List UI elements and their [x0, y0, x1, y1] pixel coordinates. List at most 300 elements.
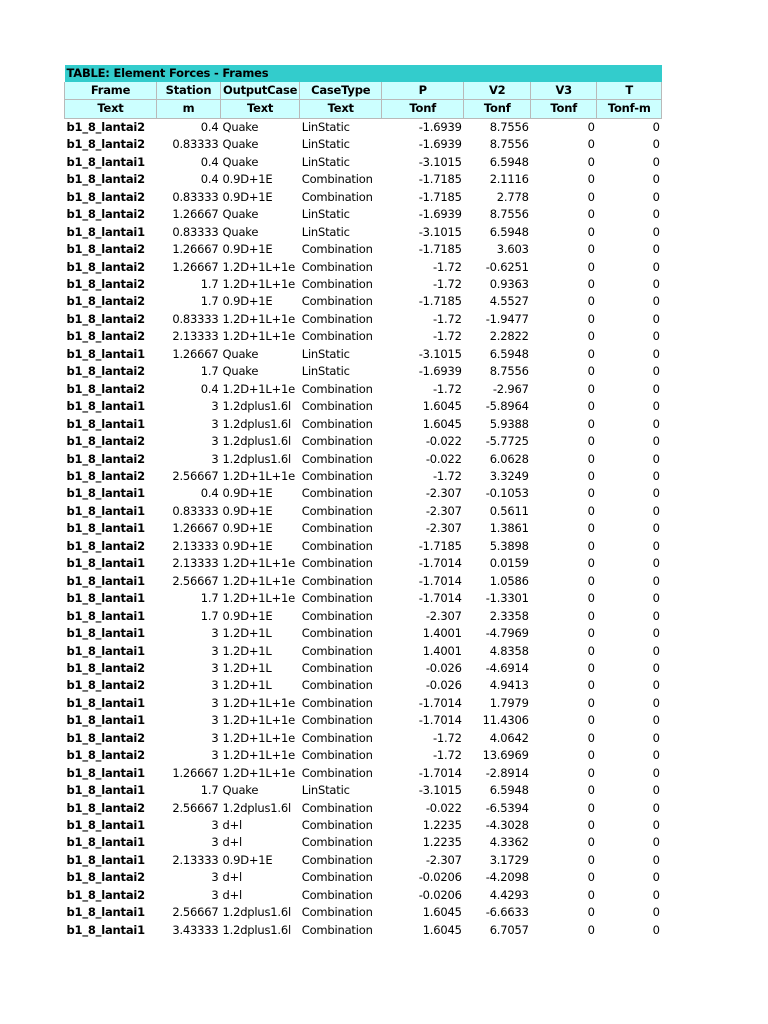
cell-outputcase[interactable]: Quake: [222, 119, 259, 134]
cell-p[interactable]: 1.6045: [422, 416, 462, 431]
cell-t[interactable]: 0: [652, 626, 660, 641]
cell-casetype[interactable]: LinStatic: [301, 346, 350, 361]
cell-v2[interactable]: 5.3898: [489, 538, 529, 553]
cell-frame[interactable]: b1_8_lantai2: [66, 451, 145, 466]
cell-v3[interactable]: 0: [587, 591, 595, 606]
cell-p[interactable]: -1.7185: [418, 294, 462, 309]
cell-outputcase[interactable]: 1.2D+1L+1e: [222, 259, 296, 274]
cell-frame[interactable]: b1_8_lantai1: [66, 783, 145, 798]
cell-v2[interactable]: 2.778: [496, 189, 529, 204]
cell-outputcase[interactable]: 1.2D+1L+1e: [222, 695, 296, 710]
cell-station[interactable]: 0.4: [200, 381, 219, 396]
cell-v3[interactable]: 0: [587, 521, 595, 536]
cell-frame[interactable]: b1_8_lantai2: [66, 468, 145, 483]
header-station[interactable]: Station: [157, 82, 221, 100]
cell-v3[interactable]: 0: [587, 242, 595, 257]
cell-casetype[interactable]: LinStatic: [301, 154, 350, 169]
cell-v3[interactable]: 0: [587, 748, 595, 763]
cell-t[interactable]: 0: [652, 887, 660, 902]
cell-v2[interactable]: -1.3301: [485, 591, 529, 606]
cell-t[interactable]: 0: [652, 678, 660, 693]
cell-casetype[interactable]: Combination: [301, 870, 373, 885]
cell-p[interactable]: -1.7185: [418, 538, 462, 553]
cell-casetype[interactable]: Combination: [301, 730, 373, 745]
cell-outputcase[interactable]: 1.2D+1L+1e: [222, 329, 296, 344]
cell-v2[interactable]: 6.5948: [489, 783, 529, 798]
cell-casetype[interactable]: LinStatic: [301, 364, 350, 379]
cell-frame[interactable]: b1_8_lantai2: [66, 887, 145, 902]
cell-outputcase[interactable]: 1.2D+1L+1e: [222, 276, 296, 291]
cell-v3[interactable]: 0: [587, 364, 595, 379]
cell-outputcase[interactable]: 0.9D+1E: [222, 294, 273, 309]
cell-t[interactable]: 0: [652, 591, 660, 606]
cell-outputcase[interactable]: Quake: [222, 783, 259, 798]
cell-frame[interactable]: b1_8_lantai2: [66, 434, 145, 449]
cell-v3[interactable]: 0: [587, 695, 595, 710]
cell-v3[interactable]: 0: [587, 294, 595, 309]
cell-v2[interactable]: -2.967: [492, 381, 529, 396]
cell-frame[interactable]: b1_8_lantai1: [66, 765, 145, 780]
cell-v3[interactable]: 0: [587, 573, 595, 588]
cell-v2[interactable]: 6.0628: [489, 451, 529, 466]
cell-casetype[interactable]: Combination: [301, 905, 373, 920]
cell-v3[interactable]: 0: [587, 381, 595, 396]
cell-station[interactable]: 2.13333: [172, 556, 219, 571]
cell-casetype[interactable]: Combination: [301, 311, 373, 326]
cell-v3[interactable]: 0: [587, 207, 595, 222]
cell-p[interactable]: 1.6045: [422, 399, 462, 414]
cell-v2[interactable]: -6.6633: [485, 905, 529, 920]
cell-t[interactable]: 0: [652, 154, 660, 169]
cell-frame[interactable]: b1_8_lantai1: [66, 591, 145, 606]
cell-station[interactable]: 3: [211, 660, 219, 675]
cell-station[interactable]: 0.83333: [172, 311, 219, 326]
cell-p[interactable]: -2.307: [425, 503, 462, 518]
cell-v2[interactable]: 6.5948: [489, 224, 529, 239]
cell-casetype[interactable]: Combination: [301, 276, 373, 291]
cell-casetype[interactable]: Combination: [301, 678, 373, 693]
cell-station[interactable]: 2.56667: [172, 800, 219, 815]
cell-t[interactable]: 0: [652, 451, 660, 466]
cell-t[interactable]: 0: [652, 242, 660, 257]
cell-casetype[interactable]: Combination: [301, 695, 373, 710]
cell-outputcase[interactable]: Quake: [222, 207, 259, 222]
cell-outputcase[interactable]: 1.2D+1L: [222, 660, 272, 675]
unit-v3[interactable]: Tonf: [531, 100, 597, 118]
cell-t[interactable]: 0: [652, 207, 660, 222]
cell-station[interactable]: 0.4: [200, 154, 219, 169]
cell-outputcase[interactable]: 1.2D+1L: [222, 678, 272, 693]
cell-t[interactable]: 0: [652, 800, 660, 815]
cell-station[interactable]: 0.4: [200, 172, 219, 187]
cell-v2[interactable]: 8.7556: [489, 119, 529, 134]
cell-frame[interactable]: b1_8_lantai1: [66, 346, 145, 361]
cell-outputcase[interactable]: 0.9D+1E: [222, 503, 273, 518]
cell-p[interactable]: -0.026: [425, 678, 462, 693]
cell-frame[interactable]: b1_8_lantai1: [66, 852, 145, 867]
cell-v2[interactable]: -4.3028: [485, 818, 529, 833]
cell-p[interactable]: -3.1015: [418, 224, 462, 239]
cell-station[interactable]: 2.56667: [172, 905, 219, 920]
cell-frame[interactable]: b1_8_lantai2: [66, 364, 145, 379]
cell-v2[interactable]: 8.7556: [489, 137, 529, 152]
cell-station[interactable]: 3: [211, 818, 219, 833]
cell-casetype[interactable]: Combination: [301, 556, 373, 571]
cell-casetype[interactable]: LinStatic: [301, 137, 350, 152]
cell-outputcase[interactable]: 1.2D+1L+1e: [222, 468, 296, 483]
cell-v2[interactable]: 2.2822: [489, 329, 529, 344]
cell-p[interactable]: -0.022: [425, 451, 462, 466]
cell-frame[interactable]: b1_8_lantai2: [66, 660, 145, 675]
header-casetype[interactable]: CaseType: [300, 82, 382, 100]
cell-frame[interactable]: b1_8_lantai2: [66, 294, 145, 309]
cell-frame[interactable]: b1_8_lantai2: [66, 678, 145, 693]
cell-outputcase[interactable]: 1.2dplus1.6l: [222, 922, 291, 937]
cell-casetype[interactable]: Combination: [301, 852, 373, 867]
cell-v2[interactable]: 4.9413: [489, 678, 529, 693]
cell-p[interactable]: -1.7014: [418, 765, 462, 780]
cell-casetype[interactable]: Combination: [301, 713, 373, 728]
cell-frame[interactable]: b1_8_lantai1: [66, 695, 145, 710]
cell-v2[interactable]: 6.7057: [489, 922, 529, 937]
cell-t[interactable]: 0: [652, 468, 660, 483]
cell-p[interactable]: -0.0206: [418, 870, 462, 885]
cell-t[interactable]: 0: [652, 608, 660, 623]
cell-outputcase[interactable]: 1.2D+1L+1e: [222, 713, 296, 728]
cell-t[interactable]: 0: [652, 311, 660, 326]
cell-outputcase[interactable]: 1.2D+1L+1e: [222, 765, 296, 780]
cell-v3[interactable]: 0: [587, 730, 595, 745]
cell-v2[interactable]: 0.5611: [489, 503, 529, 518]
cell-frame[interactable]: b1_8_lantai2: [66, 730, 145, 745]
cell-outputcase[interactable]: Quake: [222, 154, 259, 169]
cell-station[interactable]: 1.7: [200, 591, 219, 606]
cell-t[interactable]: 0: [652, 346, 660, 361]
cell-v2[interactable]: -2.8914: [485, 765, 529, 780]
header-v2[interactable]: V2: [464, 82, 531, 100]
cell-frame[interactable]: b1_8_lantai1: [66, 154, 145, 169]
cell-p[interactable]: -1.7185: [418, 242, 462, 257]
cell-casetype[interactable]: Combination: [301, 329, 373, 344]
cell-p[interactable]: -1.72: [432, 381, 462, 396]
cell-outputcase[interactable]: d+l: [222, 835, 243, 850]
cell-v3[interactable]: 0: [587, 468, 595, 483]
cell-station[interactable]: 3: [211, 887, 219, 902]
cell-casetype[interactable]: Combination: [301, 486, 373, 501]
header-outputcase[interactable]: OutputCase: [221, 82, 300, 100]
cell-t[interactable]: 0: [652, 573, 660, 588]
cell-casetype[interactable]: Combination: [301, 748, 373, 763]
cell-v2[interactable]: -4.7969: [485, 626, 529, 641]
cell-t[interactable]: 0: [652, 870, 660, 885]
cell-casetype[interactable]: Combination: [301, 887, 373, 902]
cell-v2[interactable]: 8.7556: [489, 364, 529, 379]
cell-v3[interactable]: 0: [587, 311, 595, 326]
cell-v3[interactable]: 0: [587, 765, 595, 780]
cell-t[interactable]: 0: [652, 660, 660, 675]
cell-outputcase[interactable]: 1.2D+1L+1e: [222, 311, 296, 326]
cell-v3[interactable]: 0: [587, 643, 595, 658]
cell-station[interactable]: 1.7: [200, 783, 219, 798]
cell-t[interactable]: 0: [652, 276, 660, 291]
cell-station[interactable]: 3: [211, 713, 219, 728]
cell-t[interactable]: 0: [652, 329, 660, 344]
cell-p[interactable]: -1.72: [432, 276, 462, 291]
cell-frame[interactable]: b1_8_lantai2: [66, 538, 145, 553]
cell-station[interactable]: 1.26667: [172, 346, 219, 361]
cell-v3[interactable]: 0: [587, 486, 595, 501]
cell-casetype[interactable]: Combination: [301, 660, 373, 675]
cell-v3[interactable]: 0: [587, 416, 595, 431]
cell-casetype[interactable]: Combination: [301, 172, 373, 187]
cell-casetype[interactable]: Combination: [301, 922, 373, 937]
cell-p[interactable]: -2.307: [425, 852, 462, 867]
cell-v3[interactable]: 0: [587, 451, 595, 466]
cell-station[interactable]: 0.83333: [172, 189, 219, 204]
cell-v2[interactable]: -1.9477: [485, 311, 529, 326]
cell-frame[interactable]: b1_8_lantai2: [66, 311, 145, 326]
cell-casetype[interactable]: Combination: [301, 608, 373, 623]
cell-p[interactable]: -1.6939: [418, 364, 462, 379]
cell-frame[interactable]: b1_8_lantai1: [66, 818, 145, 833]
cell-t[interactable]: 0: [652, 748, 660, 763]
cell-frame[interactable]: b1_8_lantai2: [66, 748, 145, 763]
cell-t[interactable]: 0: [652, 486, 660, 501]
cell-v2[interactable]: -6.5394: [485, 800, 529, 815]
cell-frame[interactable]: b1_8_lantai1: [66, 643, 145, 658]
cell-frame[interactable]: b1_8_lantai1: [66, 224, 145, 239]
cell-v3[interactable]: 0: [587, 678, 595, 693]
cell-station[interactable]: 1.26667: [172, 521, 219, 536]
cell-station[interactable]: 0.4: [200, 119, 219, 134]
cell-casetype[interactable]: Combination: [301, 626, 373, 641]
cell-v2[interactable]: 1.7979: [489, 695, 529, 710]
cell-v3[interactable]: 0: [587, 818, 595, 833]
cell-v3[interactable]: 0: [587, 626, 595, 641]
cell-v3[interactable]: 0: [587, 835, 595, 850]
cell-v2[interactable]: -0.1053: [485, 486, 529, 501]
cell-p[interactable]: -1.6939: [418, 119, 462, 134]
cell-casetype[interactable]: Combination: [301, 643, 373, 658]
cell-p[interactable]: -1.7014: [418, 556, 462, 571]
cell-p[interactable]: -1.7014: [418, 591, 462, 606]
cell-v2[interactable]: 4.3362: [489, 835, 529, 850]
cell-station[interactable]: 0.4: [200, 486, 219, 501]
cell-t[interactable]: 0: [652, 381, 660, 396]
cell-v2[interactable]: 2.1116: [489, 172, 529, 187]
cell-t[interactable]: 0: [652, 416, 660, 431]
cell-t[interactable]: 0: [652, 399, 660, 414]
cell-station[interactable]: 3: [211, 434, 219, 449]
cell-v2[interactable]: 3.1729: [489, 852, 529, 867]
cell-v3[interactable]: 0: [587, 783, 595, 798]
cell-p[interactable]: -1.6939: [418, 137, 462, 152]
cell-t[interactable]: 0: [652, 556, 660, 571]
header-v3[interactable]: V3: [531, 82, 597, 100]
cell-v2[interactable]: 6.5948: [489, 346, 529, 361]
cell-v3[interactable]: 0: [587, 137, 595, 152]
cell-casetype[interactable]: Combination: [301, 381, 373, 396]
cell-casetype[interactable]: Combination: [301, 242, 373, 257]
cell-outputcase[interactable]: 0.9D+1E: [222, 189, 273, 204]
cell-station[interactable]: 0.83333: [172, 137, 219, 152]
cell-p[interactable]: -1.72: [432, 468, 462, 483]
cell-v2[interactable]: 0.9363: [489, 276, 529, 291]
cell-v2[interactable]: -5.7725: [485, 434, 529, 449]
cell-frame[interactable]: b1_8_lantai1: [66, 573, 145, 588]
cell-casetype[interactable]: Combination: [301, 818, 373, 833]
cell-outputcase[interactable]: 1.2dplus1.6l: [222, 416, 291, 431]
cell-casetype[interactable]: Combination: [301, 468, 373, 483]
cell-frame[interactable]: b1_8_lantai1: [66, 416, 145, 431]
cell-frame[interactable]: b1_8_lantai2: [66, 870, 145, 885]
cell-outputcase[interactable]: 1.2dplus1.6l: [222, 451, 291, 466]
cell-v3[interactable]: 0: [587, 276, 595, 291]
cell-t[interactable]: 0: [652, 730, 660, 745]
cell-outputcase[interactable]: Quake: [222, 137, 259, 152]
cell-outputcase[interactable]: Quake: [222, 346, 259, 361]
cell-t[interactable]: 0: [652, 503, 660, 518]
cell-casetype[interactable]: Combination: [301, 416, 373, 431]
cell-casetype[interactable]: LinStatic: [301, 207, 350, 222]
header-t[interactable]: T: [597, 82, 662, 100]
cell-frame[interactable]: b1_8_lantai2: [66, 259, 145, 274]
cell-casetype[interactable]: Combination: [301, 294, 373, 309]
cell-v2[interactable]: -4.2098: [485, 870, 529, 885]
cell-frame[interactable]: b1_8_lantai1: [66, 556, 145, 571]
cell-p[interactable]: -1.7014: [418, 573, 462, 588]
unit-v2[interactable]: Tonf: [464, 100, 531, 118]
cell-outputcase[interactable]: d+l: [222, 887, 243, 902]
cell-t[interactable]: 0: [652, 835, 660, 850]
cell-t[interactable]: 0: [652, 643, 660, 658]
cell-station[interactable]: 1.26667: [172, 242, 219, 257]
unit-station[interactable]: m: [157, 100, 221, 118]
cell-v3[interactable]: 0: [587, 154, 595, 169]
unit-t[interactable]: Tonf-m: [597, 100, 662, 118]
cell-p[interactable]: -3.1015: [418, 154, 462, 169]
cell-outputcase[interactable]: 1.2D+1L: [222, 626, 272, 641]
cell-station[interactable]: 2.13333: [172, 852, 219, 867]
cell-p[interactable]: -0.0206: [418, 887, 462, 902]
cell-outputcase[interactable]: 1.2D+1L+1e: [222, 573, 296, 588]
cell-station[interactable]: 1.26667: [172, 765, 219, 780]
cell-v2[interactable]: 1.3861: [489, 521, 529, 536]
cell-v3[interactable]: 0: [587, 172, 595, 187]
cell-outputcase[interactable]: 0.9D+1E: [222, 521, 273, 536]
cell-p[interactable]: -1.6939: [418, 207, 462, 222]
cell-v2[interactable]: 2.3358: [489, 608, 529, 623]
cell-v3[interactable]: 0: [587, 119, 595, 134]
cell-outputcase[interactable]: 1.2D+1L: [222, 643, 272, 658]
cell-p[interactable]: -1.72: [432, 259, 462, 274]
cell-v3[interactable]: 0: [587, 224, 595, 239]
cell-p[interactable]: -1.7185: [418, 172, 462, 187]
cell-p[interactable]: -1.72: [432, 730, 462, 745]
cell-t[interactable]: 0: [652, 137, 660, 152]
cell-station[interactable]: 3: [211, 451, 219, 466]
cell-p[interactable]: -2.307: [425, 608, 462, 623]
cell-outputcase[interactable]: 0.9D+1E: [222, 538, 273, 553]
cell-v3[interactable]: 0: [587, 346, 595, 361]
cell-v3[interactable]: 0: [587, 503, 595, 518]
cell-outputcase[interactable]: d+l: [222, 870, 243, 885]
cell-outputcase[interactable]: 1.2D+1L+1e: [222, 381, 296, 396]
cell-station[interactable]: 0.83333: [172, 224, 219, 239]
cell-t[interactable]: 0: [652, 852, 660, 867]
cell-t[interactable]: 0: [652, 713, 660, 728]
cell-v2[interactable]: 0.0159: [489, 556, 529, 571]
cell-frame[interactable]: b1_8_lantai2: [66, 329, 145, 344]
cell-t[interactable]: 0: [652, 259, 660, 274]
cell-frame[interactable]: b1_8_lantai1: [66, 905, 145, 920]
cell-v3[interactable]: 0: [587, 905, 595, 920]
cell-t[interactable]: 0: [652, 695, 660, 710]
header-p[interactable]: P: [382, 82, 464, 100]
cell-v3[interactable]: 0: [587, 399, 595, 414]
cell-outputcase[interactable]: 1.2D+1L+1e: [222, 556, 296, 571]
cell-v3[interactable]: 0: [587, 538, 595, 553]
cell-v2[interactable]: 8.7556: [489, 207, 529, 222]
cell-frame[interactable]: b1_8_lantai1: [66, 503, 145, 518]
cell-v3[interactable]: 0: [587, 434, 595, 449]
cell-p[interactable]: -1.7014: [418, 713, 462, 728]
cell-frame[interactable]: b1_8_lantai2: [66, 381, 145, 396]
cell-outputcase[interactable]: 0.9D+1E: [222, 852, 273, 867]
cell-p[interactable]: -3.1015: [418, 783, 462, 798]
cell-v2[interactable]: 4.4293: [489, 887, 529, 902]
cell-station[interactable]: 1.7: [200, 294, 219, 309]
cell-frame[interactable]: b1_8_lantai1: [66, 626, 145, 641]
cell-station[interactable]: 0.83333: [172, 503, 219, 518]
cell-p[interactable]: -0.022: [425, 434, 462, 449]
unit-frame[interactable]: Text: [65, 100, 157, 118]
cell-frame[interactable]: b1_8_lantai2: [66, 172, 145, 187]
cell-v2[interactable]: 11.4306: [482, 713, 529, 728]
cell-v2[interactable]: 3.603: [496, 242, 529, 257]
cell-station[interactable]: 3.43333: [172, 922, 219, 937]
cell-frame[interactable]: b1_8_lantai1: [66, 399, 145, 414]
cell-v3[interactable]: 0: [587, 713, 595, 728]
cell-outputcase[interactable]: Quake: [222, 224, 259, 239]
cell-casetype[interactable]: Combination: [301, 765, 373, 780]
cell-v2[interactable]: 4.8358: [489, 643, 529, 658]
cell-p[interactable]: 1.6045: [422, 922, 462, 937]
cell-casetype[interactable]: Combination: [301, 189, 373, 204]
cell-station[interactable]: 3: [211, 416, 219, 431]
cell-casetype[interactable]: Combination: [301, 591, 373, 606]
cell-station[interactable]: 1.7: [200, 276, 219, 291]
unit-p[interactable]: Tonf: [382, 100, 464, 118]
cell-casetype[interactable]: Combination: [301, 451, 373, 466]
unit-outputcase[interactable]: Text: [221, 100, 300, 118]
cell-v3[interactable]: 0: [587, 800, 595, 815]
cell-outputcase[interactable]: 0.9D+1E: [222, 486, 273, 501]
cell-casetype[interactable]: Combination: [301, 259, 373, 274]
cell-frame[interactable]: b1_8_lantai1: [66, 835, 145, 850]
cell-v2[interactable]: 1.0586: [489, 573, 529, 588]
cell-p[interactable]: -0.026: [425, 660, 462, 675]
cell-outputcase[interactable]: 1.2D+1L+1e: [222, 730, 296, 745]
cell-p[interactable]: -2.307: [425, 486, 462, 501]
cell-v3[interactable]: 0: [587, 852, 595, 867]
cell-frame[interactable]: b1_8_lantai2: [66, 119, 145, 134]
cell-p[interactable]: -0.022: [425, 800, 462, 815]
cell-p[interactable]: -1.72: [432, 748, 462, 763]
cell-p[interactable]: -1.72: [432, 311, 462, 326]
cell-casetype[interactable]: Combination: [301, 573, 373, 588]
cell-v3[interactable]: 0: [587, 329, 595, 344]
